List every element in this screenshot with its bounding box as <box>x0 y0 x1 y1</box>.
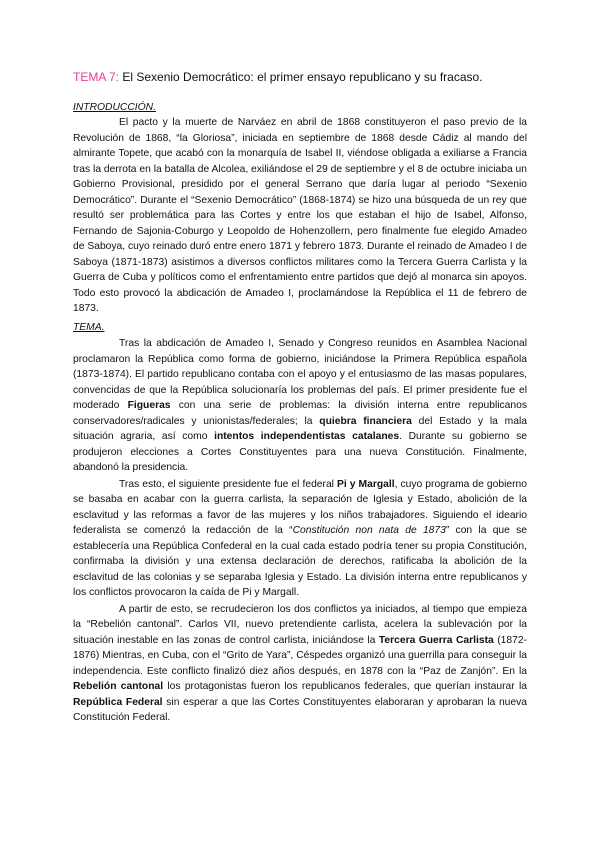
tema-paragraph-1: Tras la abdicación de Amadeo I, Senado y Congreso reunidos en Asamblea Nacional proclamaron la República como forma de gobierno, iniciándose la Primera República española (1873-1874). El partido republicano contaba con el apoyo y el entusiasmo de las masas populares, convencidas de que la República solucionaría los problemas del país. El primer presidente fue el moderado Figueras con una serie de problemas: la división interna entre republicanos conservadores/radicales y unionistas/federales; la quiebra financiera del Estado y la mala situación agraria, así como intentos independentistas catalanes. Durante su gobierno se produjeron elecciones a Cortes Constituyentes para una nueva Constitución. Finalmente, abandonó la presidencia. <box>73 338 528 473</box>
tema-section <box>73 336 527 726</box>
tema-paragraph-2: Tras esto, el siguiente presidente fue el federal Pi y Margall, cuyo programa de gobierno se basaba en acabar con la guerra carlista, la separación de Iglesia y Estado, abolición de la esclavitud y las reformas a favor de las mujeres y los niños trabajadores. Siguiendo el ideario federalista se comenzó la redacción de la “Constitución non nata de 1873” con la que se establecería una República Confederal en la cual cada estado podría tener su propia Constitución, confirmaba la división y una extensa declaración de derechos, ratificaba la abolición de la esclavitud de las colonias y se separaba Iglesia y Estado. La división interna entre republicanos y los conflictos provocaron la caída de Pi y Margall. <box>73 478 528 598</box>
title-text: El Sexenio Democrático: el primer ensayo republicano y su fracaso. <box>119 70 483 84</box>
tema-paragraph-3: A partir de esto, se recrudecieron los dos conflictos ya iniciados, al tiempo que empieza la “Rebelión cantonal”. Carlos VII, nuevo pretendiente carlista, acelera la sublevación por la situación inestable en las zonas de control carlista, iniciándose la Tercera Guerra Carlista (1872-1876) Mientras, en Cuba, con el “Grito de Yara”, Céspedes organizó una guerrilla para conseguir la independencia. Este conflicto finalizó diez años después, en 1878 con la “Paz de Zanjón”. En la Rebelión cantonal los protagonistas fueron los republicanos federales, que querían instaurar la República Federal sin esperar a que las Cortes Constituyentes elaboraran y aprobaran la nueva Constitución Federal. <box>73 603 527 723</box>
intro-paragraph: El pacto y la muerte de Narváez en abril de 1868 constituyeron el paso previo de la Revolución de 1868, “la Gloriosa”, iniciada en septiembre de 1868 desde Cádiz al mando del almirante Topete, que acabó con la monarquía de Isabel II, viéndose obligada a exiliarse a Francia tras la derrota en la batalla de Alcolea, exiliándose el 29 de septiembre y el 8 de octubre iniciaba un Gobierno Provisional, presidido por el general Serrano que daría lugar al periodo “Sexenio Democrático”. Durante el “Sexenio Democrático” (1868-1874) se hizo una búsqueda de un rey que resultó ser problemática para las Cortes y entre los que estaban el hijo de Isabel, Alfonso, Fernando de Sajonia-Coburgo y Leopoldo de Hohenzollern, pero finalmente fue elegido Amadeo de Saboya, cuyo reinado duró entre enero 1871 y febrero 1873. Durante el reinado de Amadeo I de Saboya (1871-1873) asistimos a diversos conflictos militares como la Tercera Guerra Carlista y la Guerra de Cuba y políticos como el enfrentamiento entre partidos que dejó al monarca sin apoyos. Todo esto provocó la abdicación de Amadeo I, proclamándose la República el 11 de febrero de 1873. <box>73 117 527 314</box>
document-title <box>73 70 483 84</box>
intro-heading: INTRODUCCIÓN. <box>73 102 156 113</box>
tema-heading: TEMA. <box>73 322 105 333</box>
intro-section <box>73 115 527 317</box>
title-label: TEMA 7: <box>73 70 120 84</box>
